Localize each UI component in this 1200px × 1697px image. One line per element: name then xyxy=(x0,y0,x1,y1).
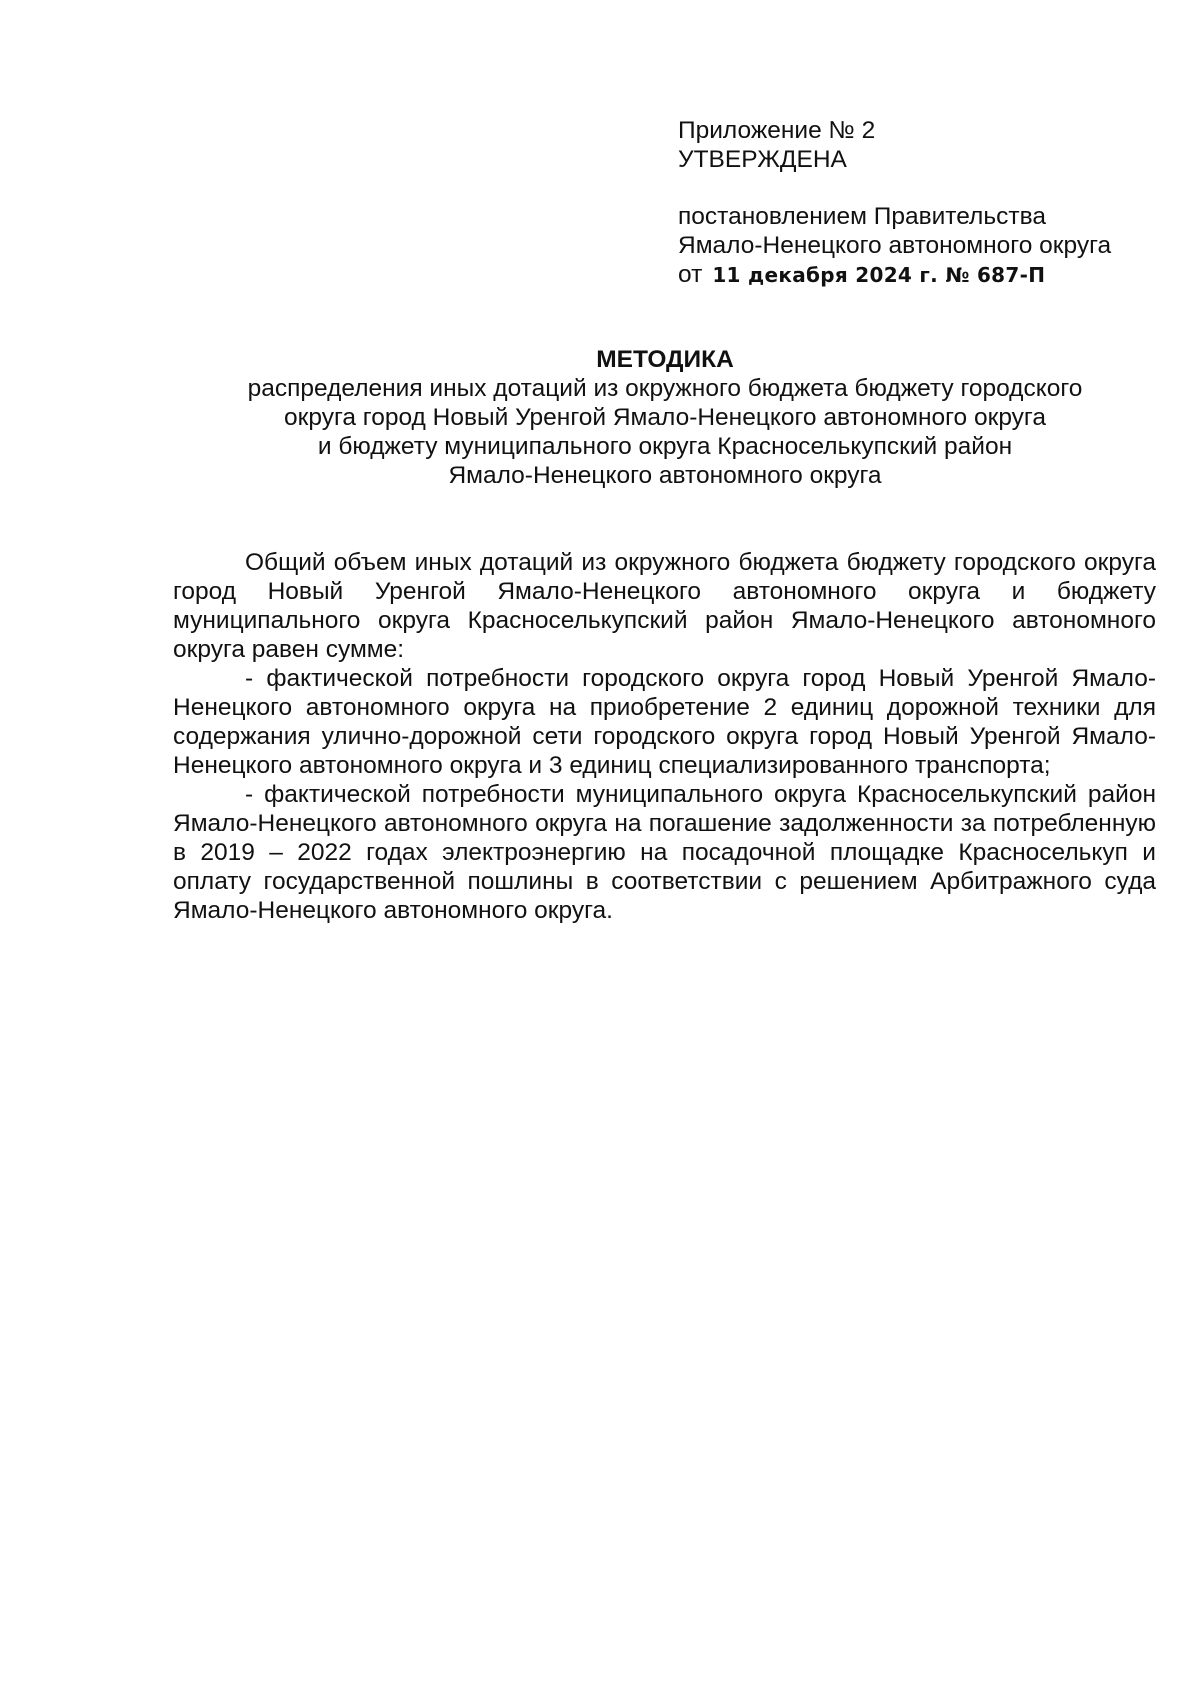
document-title-block xyxy=(170,345,1160,490)
decree-date-line xyxy=(678,260,1148,290)
body-paragraph-2: - фактической потребности городского округа город Новый Уренгой Ямало-Ненецкого автономного округа на приобретение 2 единиц дорожной техники для содержания улично-дорожной сети городского округа город Новый Уренгой Ямало-Ненецкого автономного округа и 3 единиц специализированного транспорта; xyxy=(173,665,1156,779)
approved-label: УТВЕРЖДЕНА xyxy=(678,146,847,173)
document-heading: МЕТОДИКА xyxy=(596,346,734,373)
decree-line-2: Ямало-Ненецкого автономного округа xyxy=(678,232,1112,259)
document-body xyxy=(173,548,1156,925)
title-line-3: и бюджету муниципального округа Красноселькупский район xyxy=(317,433,1013,460)
approval-block xyxy=(678,116,1148,290)
appendix-label: Приложение № 2 xyxy=(678,117,876,144)
title-line-2: округа город Новый Уренгой Ямало-Ненецкого автономного округа xyxy=(284,404,1046,431)
from-label: от xyxy=(678,261,703,288)
spacer xyxy=(678,174,1148,202)
decree-date-number: 11 декабря 2024 г. № 687-П xyxy=(712,263,1046,287)
body-paragraph-1: Общий объем иных дотаций из окружного бюджета бюджету городского округа город Новый Уренгой Ямало-Ненецкого автономного округа и бюджету муниципального округа Красноселькупский район Ямало-Ненецкого автономного округа равен сумме: xyxy=(173,549,1156,663)
title-line-4: Ямало-Ненецкого автономного округа xyxy=(448,462,882,489)
title-line-1: распределения иных дотаций из окружного бюджета бюджету городского xyxy=(247,375,1083,402)
body-paragraph-3: - фактической потребности муниципального округа Красноселькупский район Ямало-Ненецкого автономного округа на погашение задолженности за потребленную в 2019 – 2022 годах электроэнергию на посадочной площадке Красноселькуп и оплату государственной пошлины в соответствии с решением Арбитражного суда Ямало-Ненецкого автономного округа. xyxy=(173,781,1156,924)
decree-line-1: постановлением Правительства xyxy=(678,203,1046,230)
